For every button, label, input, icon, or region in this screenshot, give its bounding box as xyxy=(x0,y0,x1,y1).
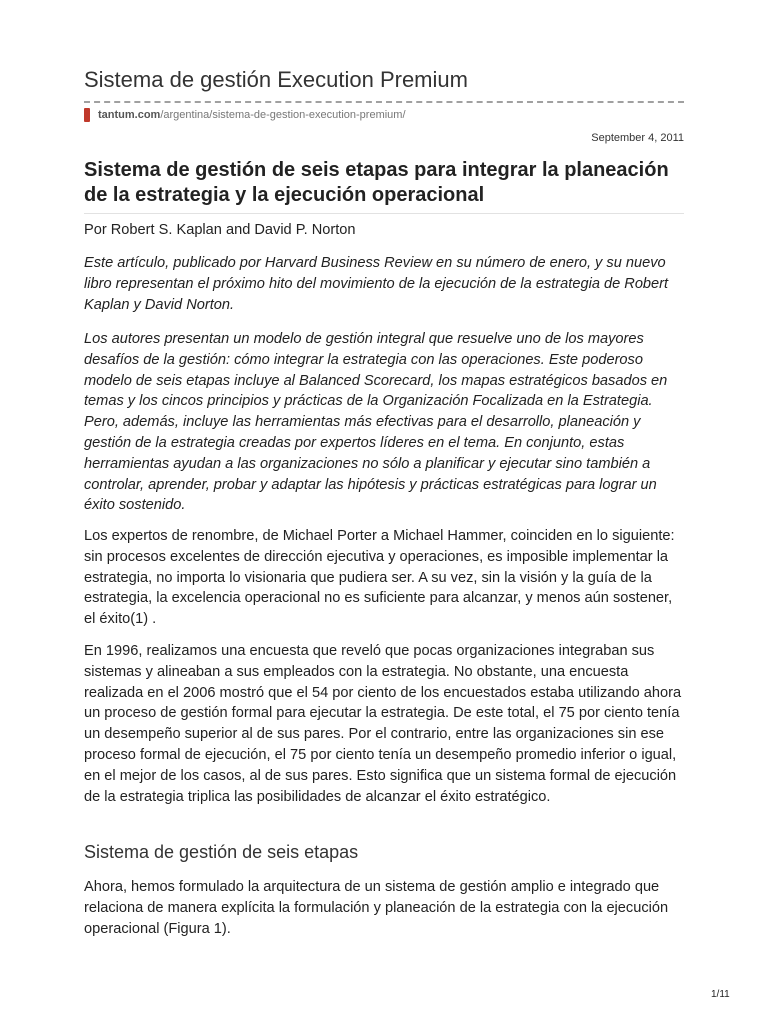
title-divider xyxy=(84,213,684,214)
architecture-paragraph: Ahora, hemos formulado la arquitectura de un sistema de gestión amplio e integrado que relaciona de manera explícita la formulación y planeación de la estrategia con la ejecución operacional (Figura 1). xyxy=(84,879,669,937)
source-domain[interactable]: tantum.com xyxy=(98,109,161,121)
site-favicon-icon xyxy=(84,108,90,122)
dashed-divider xyxy=(84,101,684,103)
intro-paragraph: Este artículo, publicado por Harvard Business Review en su número de enero, y su nuevo libro representan el próximo hito del movimiento de la ejecución de la estrategia de Robert Kaplan y David Norton. xyxy=(84,255,669,313)
section-heading: Sistema de gestión de seis etapas xyxy=(84,842,359,862)
experts-paragraph: Los expertos de renombre, de Michael Porter a Michael Hammer, coinciden en lo siguiente: sin procesos excelentes de dirección ejecutiva y operaciones, es imposible implementar la estrategia, no importa lo visionaria que pudiera ser. A su vez, sin la visión y la guía de la estrategia, la excelencia operacional no es suficiente para alcanzar, y menos aún sostener, el éxito(1) . xyxy=(84,528,675,628)
summary-paragraph: Los autores presentan un modelo de gestión integral que resuelve uno de los mayores desafíos de la gestión: cómo integrar la estrategia con las operaciones. Este poderoso modelo de seis etapas incluye al Balanced Scorecard, los mapas estratégicos basados en temas y los cincos principios y prácticas de la Organización Focalizada en la Estrategia. Pero, además, incluye las herramientas más efectivas para el desarrollo, planeación y gestión de la estrategia creadas por expertos líderes en el tema. En conjunto, estas herramientas ayudan a las organizaciones no sólo a planificar y ejecutar sino también a controlar, aprender, probar y adaptar las hipótesis y prácticas estratégicas para lograr un éxito sostenido. xyxy=(84,331,668,514)
publish-date: September 4, 2011 xyxy=(591,132,684,144)
page-number: 1/11 xyxy=(711,989,730,1000)
survey-paragraph: En 1996, realizamos una encuesta que reveló que pocas organizaciones integraban sus sistemas y alineaban a sus empleados con la estrategia. No obstante, una encuesta realizada en el 2006 mostró que el 54 por ciento de los encuestados estaba utilizando ahora un proceso de gestión formal para ejecutar la estrategia. De este total, el 75 por ciento tenía un desempeño superior al de sus pares. Por el contrario, entre las organizaciones sin ese proceso formal de ejecución, el 75 por ciento tenía un desempeño promedio inferior o igual, en el mejor de los casos, al de sus pares. Esto significa que un sistema formal de ejecución de la estrategia triplica las posibilidades de alcanzar el éxito estratégico. xyxy=(84,643,682,805)
site-title: Sistema de gestión Execution Premium xyxy=(84,67,468,92)
byline: Por Robert S. Kaplan and David P. Norton xyxy=(84,222,356,238)
article-title: Sistema de gestión de seis etapas para integrar la planeación de la estrategia y la ejecución operacional xyxy=(84,159,669,206)
source-path[interactable]: /argentina/sistema-de-gestion-execution-premium/ xyxy=(160,109,406,121)
source-line[interactable] xyxy=(84,108,406,122)
